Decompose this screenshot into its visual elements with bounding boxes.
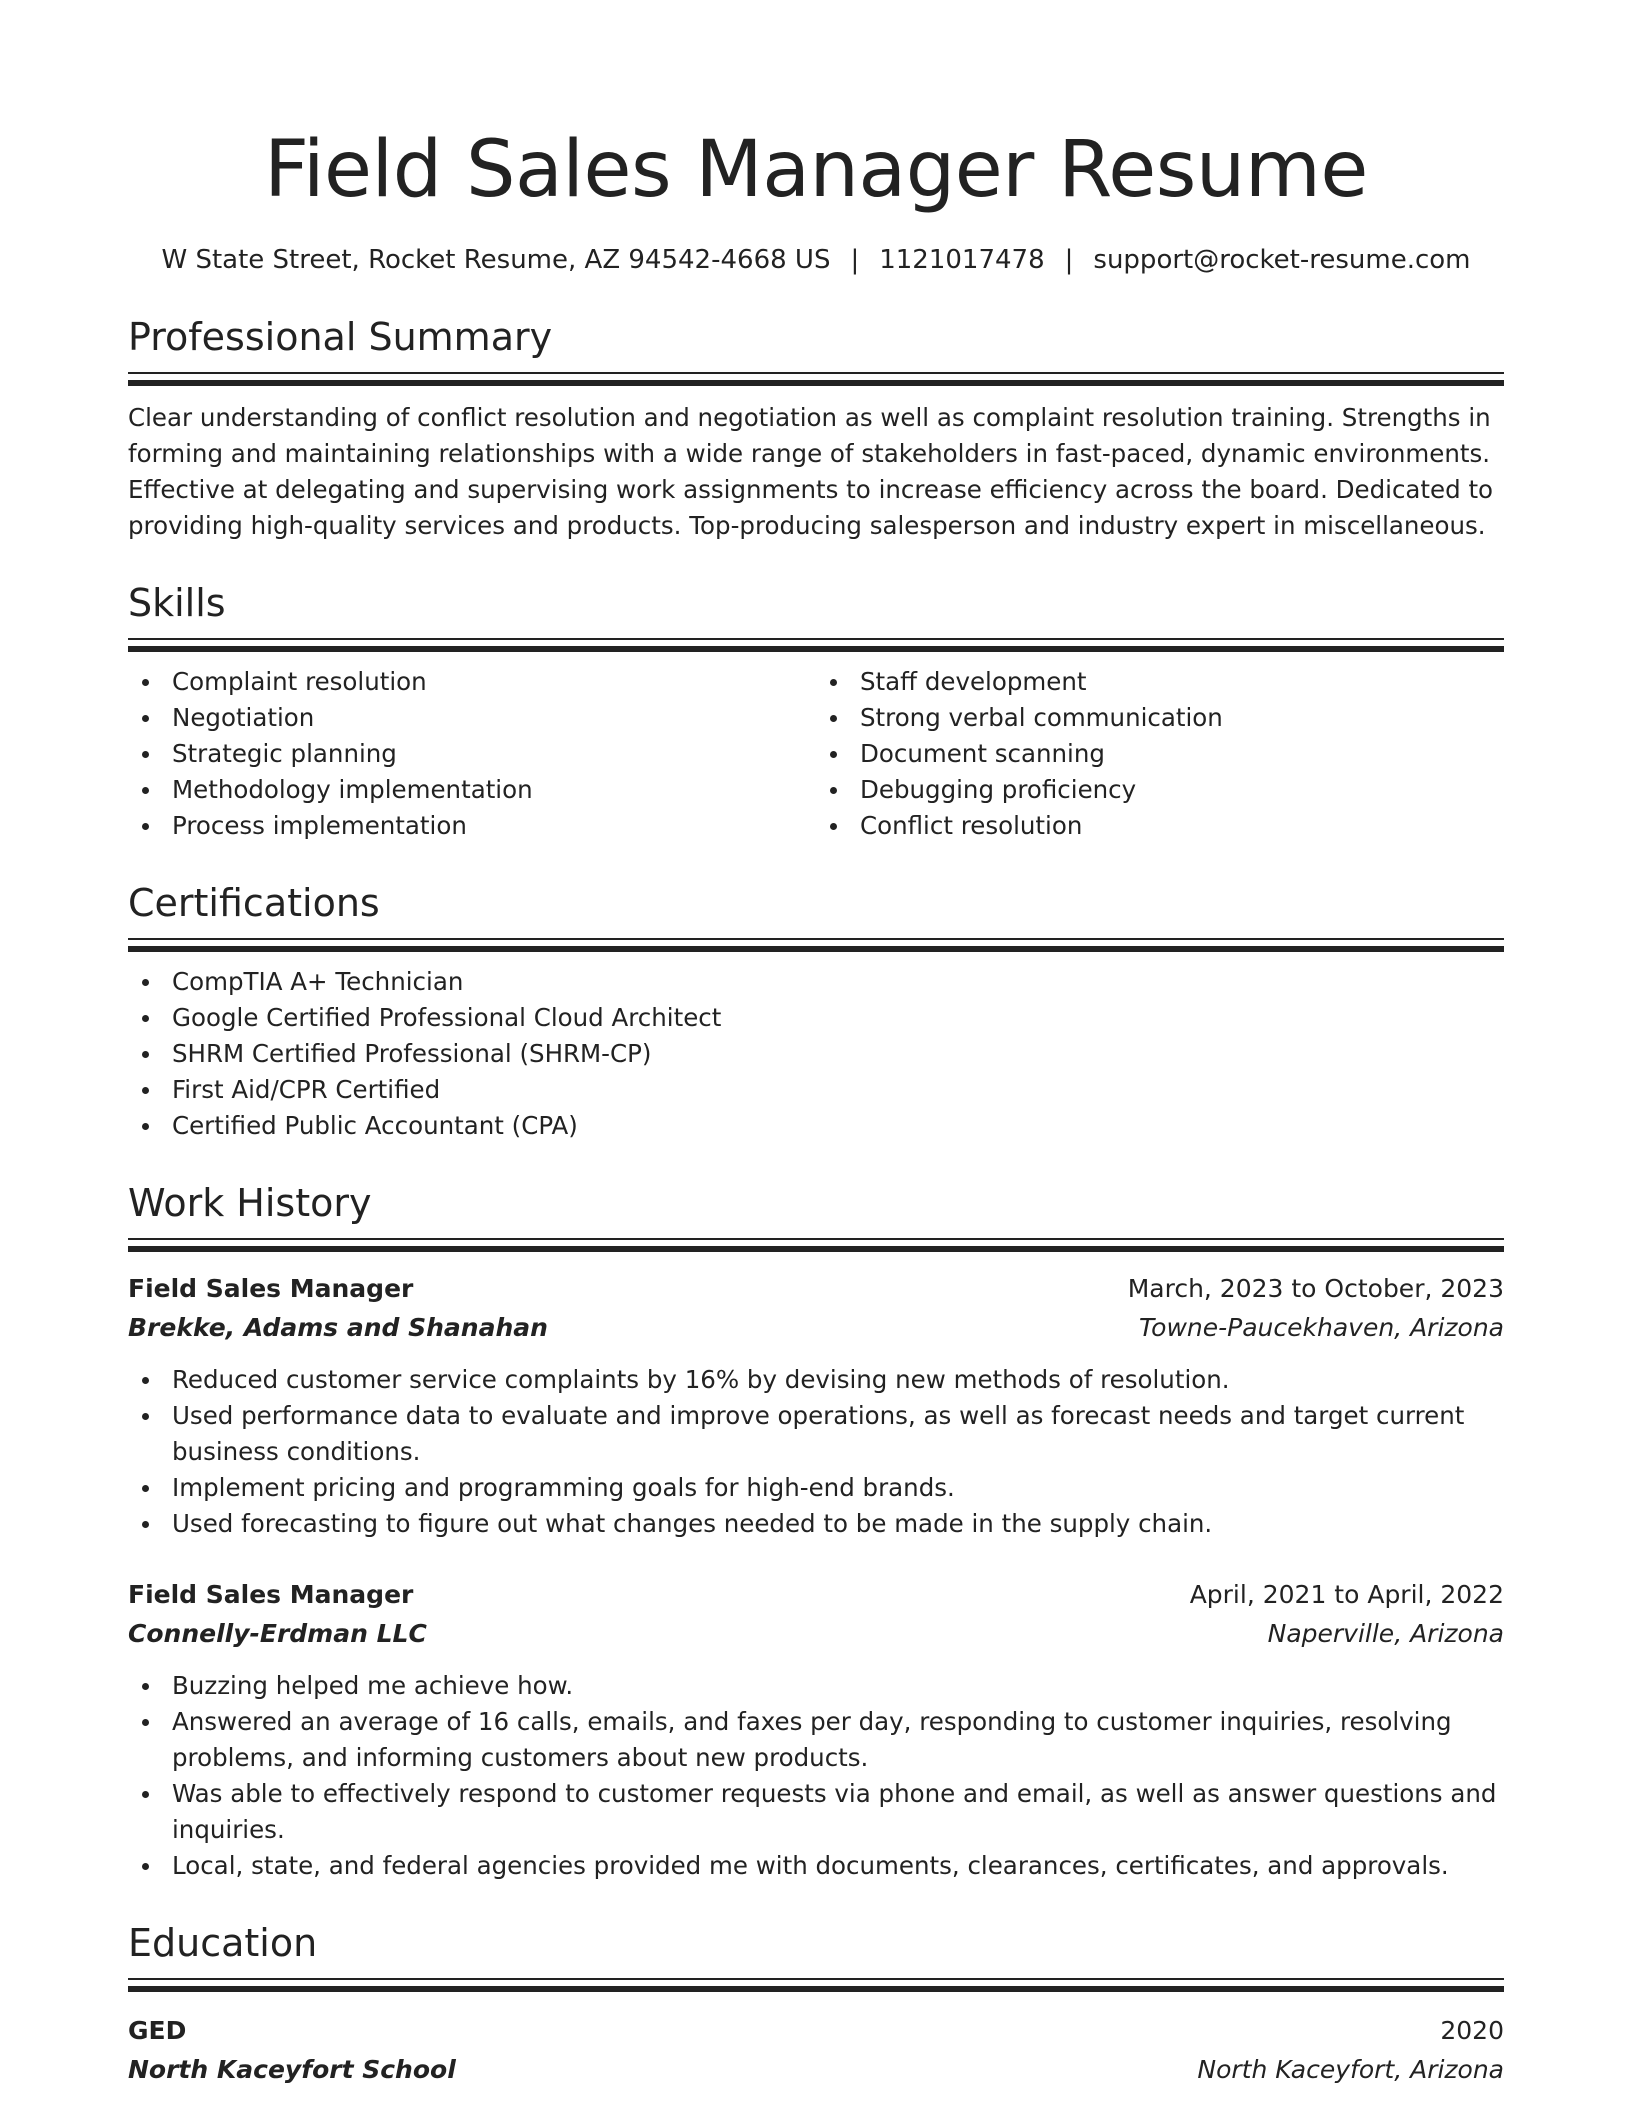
job-entry	[128, 1270, 1504, 1542]
skill-item: Conflict resolution	[816, 808, 1504, 844]
job-bullets	[128, 1668, 1504, 1884]
certification-item: SHRM Certified Professional (SHRM-CP)	[128, 1036, 1504, 1072]
certification-item: CompTIA A+ Technician	[128, 964, 1504, 1000]
skills-list	[128, 664, 1504, 844]
skill-item: Complaint resolution	[128, 664, 816, 700]
job-entry	[128, 1576, 1504, 1884]
section-divider	[128, 372, 1504, 386]
section-divider	[128, 638, 1504, 652]
job-bullets	[128, 1362, 1504, 1542]
certification-item: Certified Public Accountant (CPA)	[128, 1108, 1504, 1144]
certification-item: First Aid/CPR Certified	[128, 1072, 1504, 1108]
job-bullet: Implement pricing and programming goals for high-end brands.	[128, 1470, 1504, 1506]
contact-address: W State Street, Rocket Resume, AZ 94542-4668 US	[161, 245, 831, 275]
job-location: Towne-Paucekhaven, Arizona	[1138, 1313, 1504, 1342]
summary-section-header	[128, 312, 1504, 386]
contact-email[interactable]: support@rocket-resume.com	[1093, 245, 1471, 275]
job-header-row	[128, 1576, 1504, 1614]
contact-separator: |	[850, 245, 860, 275]
job-company: Brekke, Adams and Shanahan	[128, 1313, 548, 1342]
education-school-row	[128, 2050, 1504, 2090]
job-header-row	[128, 1270, 1504, 1308]
job-dates: April, 2021 to April, 2022	[1189, 1580, 1504, 1609]
job-title: Field Sales Manager	[128, 1580, 414, 1609]
job-bullet: Used forecasting to figure out what changes needed to be made in the supply chain.	[128, 1506, 1504, 1542]
skill-item: Process implementation	[128, 808, 816, 844]
job-bullet: Reduced customer service complaints by 16% by devising new methods of resolution.	[128, 1362, 1504, 1398]
skills-section-header	[128, 578, 1504, 652]
education-location: North Kaceyfort, Arizona	[1197, 2055, 1504, 2084]
certification-item: Google Certified Professional Cloud Architect	[128, 1000, 1504, 1036]
summary-text: Clear understanding of conflict resolution and negotiation as well as complaint resolution training. Strengths in forming and maintaining relationships with a wide range of stakeholders in fast-paced, dynamic environments. Effective at delegating and supervising work assignments to increase efficiency across the board. Dedicated to providing high-quality services and products. Top-producing salesperson and industry expert in miscellaneous.	[128, 403, 1494, 540]
skill-item: Strategic planning	[128, 736, 816, 772]
skill-item: Strong verbal communication	[816, 700, 1504, 736]
summary-heading: Professional Summary	[128, 315, 553, 359]
skills-heading: Skills	[128, 581, 226, 625]
job-bullet: Buzzing helped me achieve how.	[128, 1668, 1504, 1704]
education-section-header	[128, 1918, 1504, 1992]
section-divider	[128, 1238, 1504, 1252]
contact-separator: |	[1064, 245, 1074, 275]
contact-line	[128, 242, 1504, 278]
job-bullet: Local, state, and federal agencies provided me with documents, clearances, certificates, and approvals.	[128, 1848, 1504, 1884]
section-divider	[128, 938, 1504, 952]
contact-phone: 1121017478	[879, 245, 1045, 275]
job-bullet: Used performance data to evaluate and improve operations, as well as forecast needs and target current business conditions.	[128, 1398, 1504, 1470]
job-location: Naperville, Arizona	[1267, 1619, 1504, 1648]
education-degree: GED	[128, 2016, 187, 2045]
skill-item: Document scanning	[816, 736, 1504, 772]
job-bullet: Was able to effectively respond to customer requests via phone and email, as well as answer questions and inquiries.	[128, 1776, 1504, 1848]
job-dates: March, 2023 to October, 2023	[1127, 1274, 1504, 1303]
certifications-list	[128, 964, 1504, 1144]
skill-item: Debugging proficiency	[816, 772, 1504, 808]
education-heading: Education	[128, 1921, 318, 1965]
certifications-section-header	[128, 878, 1504, 952]
education-entry	[128, 2012, 1504, 2090]
job-company: Connelly-Erdman LLC	[128, 1619, 427, 1648]
certifications-heading: Certifications	[128, 881, 380, 925]
job-company-row	[128, 1614, 1504, 1654]
skill-item: Staff development	[816, 664, 1504, 700]
education-year: 2020	[1440, 2016, 1504, 2045]
skill-item: Negotiation	[128, 700, 816, 736]
job-title: Field Sales Manager	[128, 1274, 414, 1303]
education-school: North Kaceyfort School	[128, 2055, 456, 2084]
section-divider	[128, 1978, 1504, 1992]
skills-column-right	[816, 664, 1504, 844]
job-bullet: Answered an average of 16 calls, emails, and faxes per day, responding to customer inquiries, resolving problems, and informing customers about new products.	[128, 1704, 1504, 1776]
work-section-header	[128, 1178, 1504, 1252]
skills-column-left	[128, 664, 816, 844]
work-heading: Work History	[128, 1181, 372, 1225]
job-company-row	[128, 1308, 1504, 1348]
education-header-row	[128, 2012, 1504, 2050]
skill-item: Methodology implementation	[128, 772, 816, 808]
resume-title: Field Sales Manager Resume	[264, 125, 1368, 215]
